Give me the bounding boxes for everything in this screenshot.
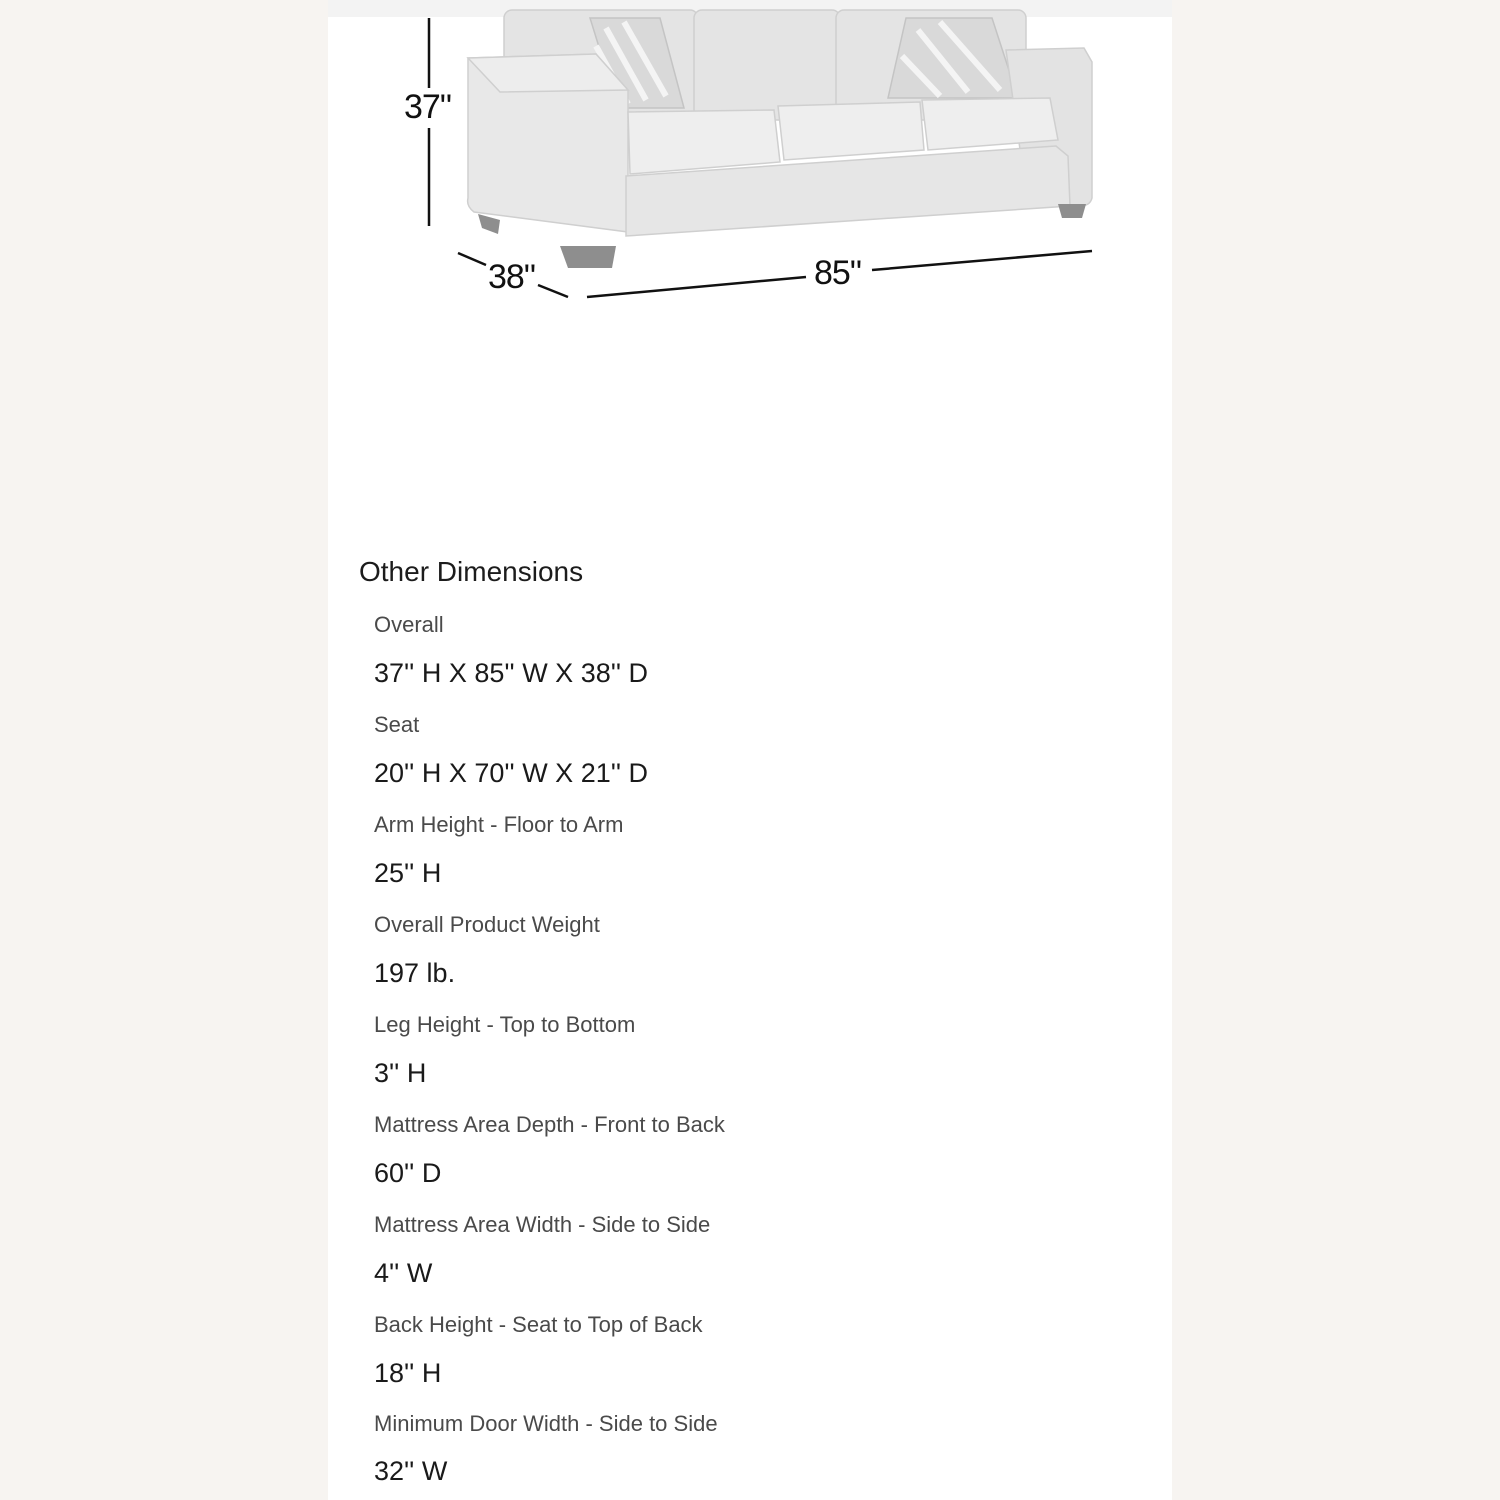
spec-value-arm-height: 25'' H — [374, 858, 442, 888]
spec-label-arm-height: Arm Height - Floor to Arm — [374, 812, 624, 837]
height-dimension-label: 37" — [404, 88, 451, 126]
sofa-illustration — [468, 10, 1092, 268]
spec-value-door-width: 32'' W — [374, 1456, 448, 1486]
width-dimension-label: 85" — [814, 254, 861, 292]
spec-value-back-height: 18'' H — [374, 1358, 442, 1388]
spec-label-leg-height: Leg Height - Top to Bottom — [374, 1012, 636, 1037]
spec-value-seat: 20'' H X 70'' W X 21'' D — [374, 758, 649, 788]
product-dimensions-panel — [328, 0, 1172, 1500]
spec-label-door-width: Minimum Door Width - Side to Side — [374, 1411, 718, 1436]
spec-value-leg-height: 3'' H — [374, 1058, 427, 1088]
spec-value-mattress-width: 4'' W — [374, 1258, 433, 1288]
sofa-dimension-diagram — [328, 0, 1172, 340]
spec-value-overall: 37'' H X 85'' W X 38'' D — [374, 658, 649, 688]
spec-label-mattress-width: Mattress Area Width - Side to Side — [374, 1212, 711, 1237]
spec-value-product-weight: 197 lb. — [374, 958, 456, 988]
spec-label-mattress-depth: Mattress Area Depth - Front to Back — [374, 1112, 725, 1137]
spec-value-mattress-depth: 60'' D — [374, 1158, 442, 1188]
spec-label-back-height: Back Height - Seat to Top of Back — [374, 1312, 703, 1337]
section-title: Other Dimensions — [359, 556, 584, 587]
spec-label-seat: Seat — [374, 712, 420, 737]
spec-label-overall: Overall — [374, 612, 444, 637]
depth-dimension-label: 38" — [488, 258, 535, 296]
spec-label-product-weight: Overall Product Weight — [374, 912, 600, 937]
